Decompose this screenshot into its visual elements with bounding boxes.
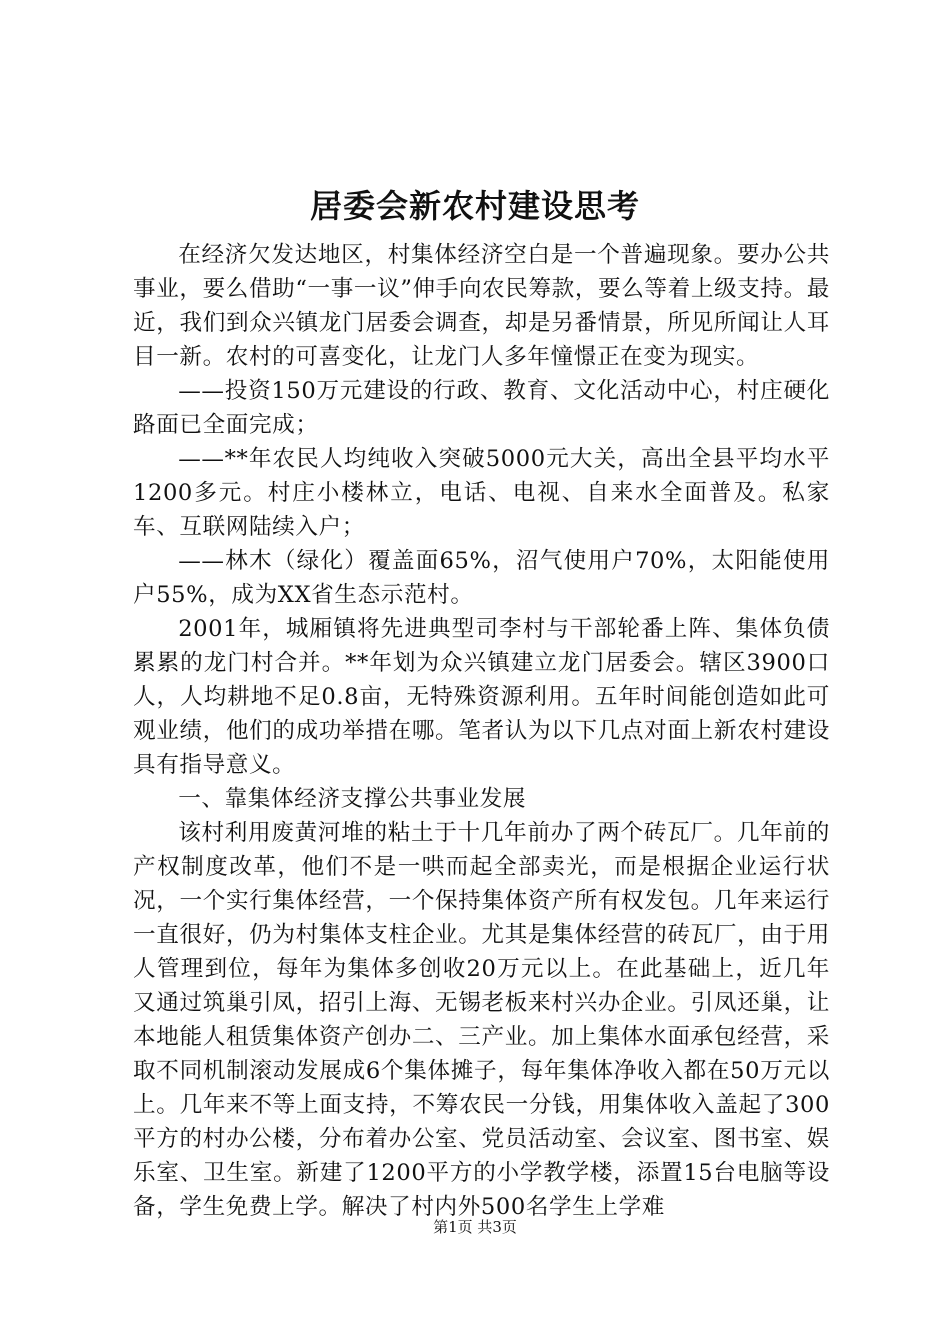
page-footer: 第1页 共3页 <box>433 1218 517 1236</box>
document-body <box>133 238 830 1224</box>
section-heading-1: 一、靠集体经济支撑公共事业发展 <box>178 786 527 812</box>
paragraph-item-income: ——**年农民人均纯收入突破5000元大关，高出全县平均水平1200多元。村庄小楼林立，电话、电视、自来水全面普及。私家车、互联网陆续入户； <box>133 446 830 540</box>
paragraph-background: 2001年，城厢镇将先进典型司李村与干部轮番上阵、集体负债累累的龙门村合并。**年划为众兴镇建立龙门居委会。辖区3900口人，人均耕地不足0.8亩，无特殊资源利用。五年时间能创造如此可观业绩，他们的成功举措在哪。笔者认为以下几点对面上新农村建设具有指导意义。 <box>133 616 830 778</box>
paragraph-item-ecology: ——林木（绿化）覆盖面65%，沼气使用户70%，太阳能使用户55%，成为XX省生态示范村。 <box>133 548 830 608</box>
paragraph-item-investment: ——投资150万元建设的行政、教育、文化活动中心，村庄硬化路面已全面完成； <box>133 378 830 438</box>
document-title: 居委会新农村建设思考 <box>309 187 640 225</box>
paragraph-section-1: 该村利用废黄河堆的粘土于十几年前办了两个砖瓦厂。几年前的产权制度改革，他们不是一哄而起全部卖光，而是根据企业运行状况，一个实行集体经营，一个保持集体资产所有权发包。几年来运行一直很好，仍为村集体支柱企业。尤其是集体经营的砖瓦厂，由于用人管理到位，每年为集体多创收20万元以上。在此基础上，近几年又通过筑巢引凤，招引上海、无锡老板来村兴办企业。引凤还巢，让本地能人租赁集体资产创办二、三产业。加上集体水面承包经营，采取不同机制滚动发展成6个集体摊子，每年集体净收入都在50万元以上。几年来不等上面支持，不筹农民一分钱，用集体收入盖起了300平方的村办公楼，分布着办公室、党员活动室、会议室、图书室、娱乐室、卫生室。新建了1200平方的小学教学楼，添置15台电脑等设备，学生免费上学。解决了村内外500名学生上学难 <box>133 820 830 1220</box>
paragraph-intro: 在经济欠发达地区，村集体经济空白是一个普遍现象。要办公共事业，要么借助“一事一议”伸手向农民筹款，要么等着上级支持。最近，我们到众兴镇龙门居委会调查，却是另番情景，所见所闻让人耳目一新。农村的可喜变化，让龙门人多年憧憬正在变为现实。 <box>133 242 830 370</box>
